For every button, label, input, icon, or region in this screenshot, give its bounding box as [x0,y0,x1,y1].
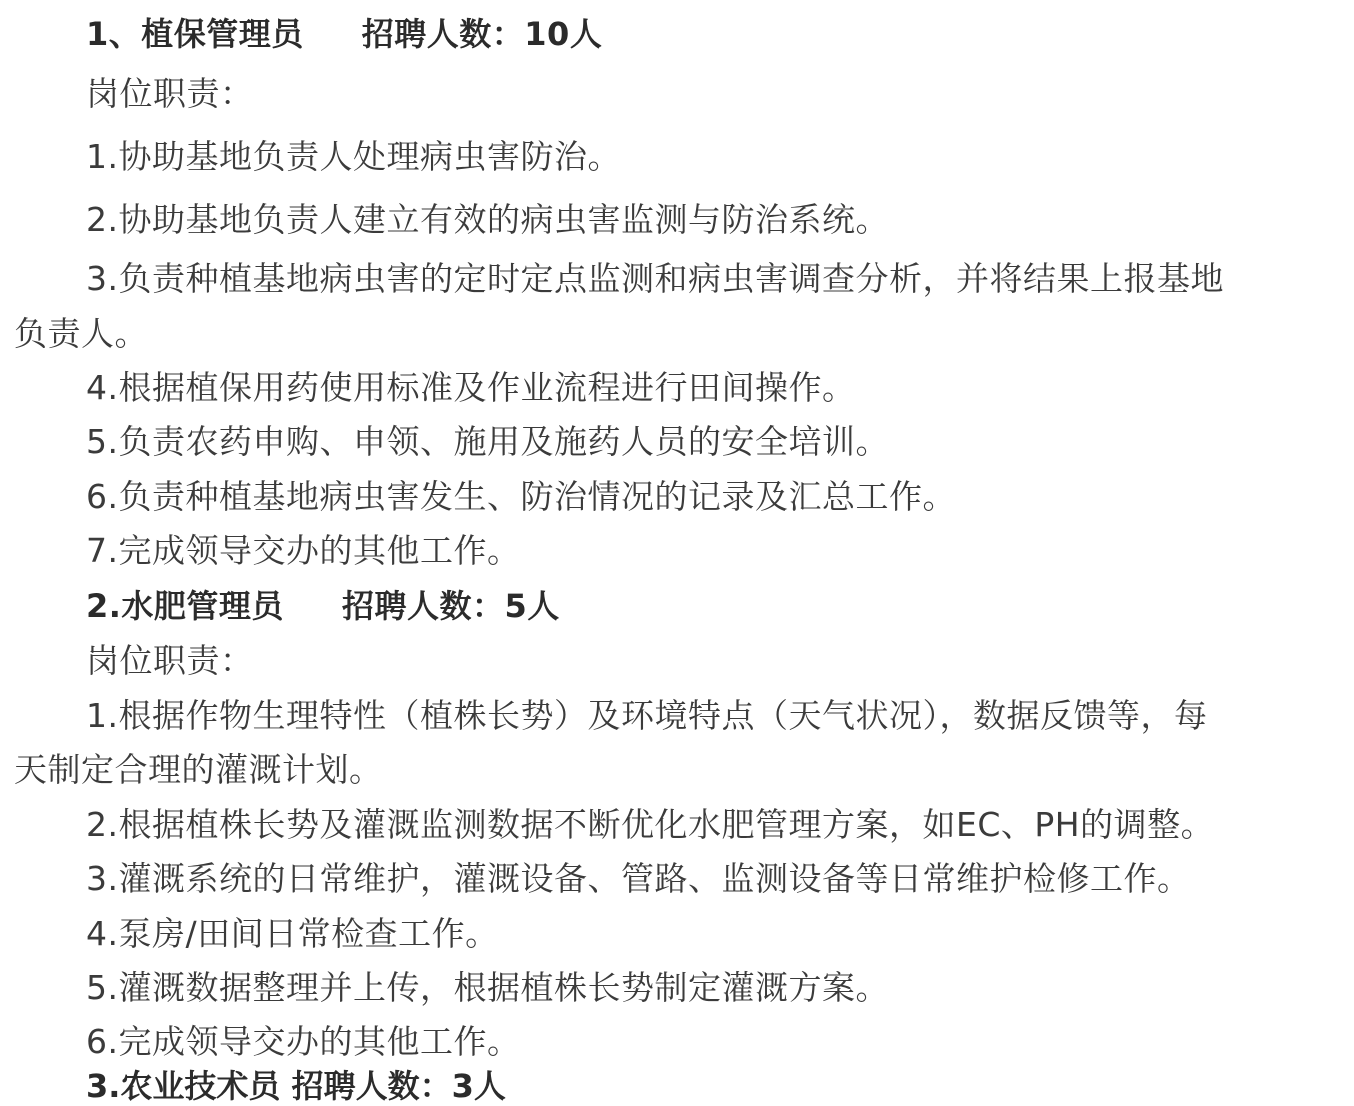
section-1-item-2: 2.协助基地负责人建立有效的病虫害监测与防治系统。 [86,200,889,239]
section-1-item-3: 3.负责种植基地病虫害的定时定点监测和病虫害调查分析，并将结果上报基地 [86,259,1224,298]
section-2-count: 招聘人数：5人 [341,587,560,625]
section-2-heading [86,586,560,626]
section-1-item-3-cont: 负责人。 [14,314,148,353]
section-1-item-1: 1.协助基地负责人处理病虫害防治。 [86,137,621,176]
section-2-item-2: 2.根据植株长势及灌溉监测数据不断优化水肥管理方案，如EC、PH的调整。 [86,805,1215,844]
section-2-item-4: 4.泵房/田间日常检查工作。 [86,914,499,953]
section-3-heading-text: 3.农业技术员 招聘人数：3人 [86,1067,506,1105]
section-1-item-4: 4.根据植保用药使用标准及作业流程进行田间操作。 [86,368,856,407]
section-1-heading [86,14,602,54]
section-1-item-6: 6.负责种植基地病虫害发生、防治情况的记录及汇总工作。 [86,477,956,516]
section-1-item-7: 7.完成领导交办的其他工作。 [86,531,521,570]
section-3-heading-partial [86,1066,606,1105]
section-1-duties-label: 岗位职责： [86,74,254,113]
section-1-item-5: 5.负责农药申购、申领、施用及施药人员的安全培训。 [86,422,889,461]
section-2-item-1-cont: 天制定合理的灌溉计划。 [14,750,383,789]
section-1-title: 1、植保管理员 [86,15,304,53]
section-1-count: 招聘人数：10人 [361,15,603,53]
section-2-item-6: 6.完成领导交办的其他工作。 [86,1022,521,1061]
section-2-item-1: 1.根据作物生理特性（植株长势）及环境特点（天气状况），数据反馈等，每 [86,696,1208,735]
section-2-title: 2.水肥管理员 [86,587,284,625]
section-2-duties-label: 岗位职责： [86,641,254,680]
section-2-item-3: 3.灌溉系统的日常维护，灌溉设备、管路、监测设备等日常维护检修工作。 [86,859,1191,898]
section-2-item-5: 5.灌溉数据整理并上传，根据植株长势制定灌溉方案。 [86,968,889,1007]
